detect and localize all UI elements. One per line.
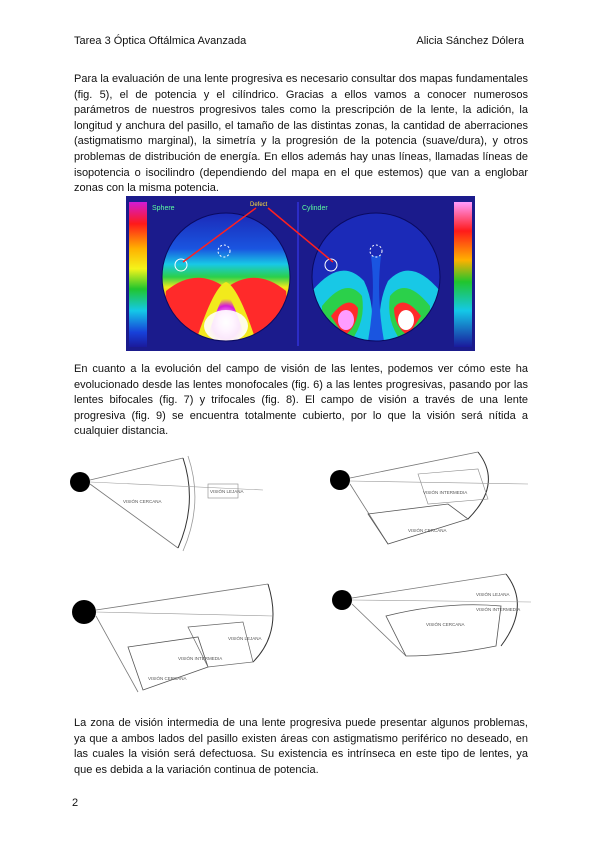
cylinder-map-label: Cylinder bbox=[302, 205, 328, 212]
svg-text:VISIÓN INTERMEDIA: VISIÓN INTERMEDIA bbox=[476, 607, 521, 612]
paragraph-intermediate-zone: La zona de visión intermedia de una lente progresiva puede presentar algunos problemas, ya que a ambos lados del pasillo existen áreas con astigmatismo periférico no deseado, en las cuales la visión será defectuosa. Su existencia es intrínseca en este tipo de lentes, ya que es debida a la variación continua de potencia. bbox=[74, 717, 528, 776]
document-header-title: Tarea 3 Óptica Oftálmica Avanzada bbox=[74, 35, 247, 47]
fig7-bifocal-field-diagram bbox=[328, 444, 533, 554]
power-cylinder-maps-figure bbox=[126, 196, 475, 351]
svg-text:VISIÓN INTERMEDIA: VISIÓN INTERMEDIA bbox=[178, 656, 223, 661]
fig8-trifocal-field-diagram bbox=[68, 572, 278, 700]
eye-icon bbox=[72, 600, 96, 624]
eye-icon bbox=[330, 470, 350, 490]
svg-text:VISIÓN LEJANA: VISIÓN LEJANA bbox=[476, 592, 510, 597]
svg-text:VISIÓN CERCANA: VISIÓN CERCANA bbox=[408, 528, 447, 533]
document-header-author: Alicia Sánchez Dólera bbox=[416, 35, 524, 47]
cylinder-color-scale bbox=[454, 202, 472, 347]
svg-text:VISIÓN LEJANA: VISIÓN LEJANA bbox=[228, 636, 262, 641]
paragraph-field-of-vision: En cuanto a la evolución del campo de visión de las lentes, podemos ver cómo este ha evolucionado desde las lentes monofocales (fig. 6) a las lentes progresivas, pasando por las lentes bifocales (fig. 7) y trifocales (fig. 8). El campo de visión a través de una lente progresiva (fig. 9) se encuentra totalmente cubierto, por lo que la visión será nítida a cualquier distancia. bbox=[74, 363, 528, 438]
svg-text:VISIÓN INTERMEDIA: VISIÓN INTERMEDIA bbox=[423, 490, 468, 495]
sphere-map-label: Sphere bbox=[152, 205, 175, 212]
eye-icon bbox=[70, 472, 90, 492]
svg-text:VISIÓN CERCANA: VISIÓN CERCANA bbox=[426, 622, 465, 627]
svg-text:VISIÓN CERCANA: VISIÓN CERCANA bbox=[148, 676, 187, 681]
eye-icon bbox=[332, 590, 352, 610]
paragraph-progressive-maps: Para la evaluación de una lente progresiva es necesario consultar dos mapas fundamentales (fig. 5), el de potencia y el cilíndrico. Gracias a ellos vamos a conocer numerosos parámetros de nuestros progresivos tales como la prescripción de la lente, la adición, la longitud y anchura del pasillo, el tamaño de las distintas zonas, la cantidad de aberraciones (astigmatismo marginal), la simetría y la progresión de la potencia (suave/dura), y otros problemas de distribución de energía. En ellos además hay unas líneas, llamadas líneas de isopotencia o isocilindro (dependiendo del mapa en el que estemos) que van a englobar zonas con la misma potencia. bbox=[74, 73, 528, 195]
svg-text:VISIÓN CERCANA: VISIÓN CERCANA bbox=[123, 499, 162, 504]
page-number: 2 bbox=[72, 797, 79, 809]
defect-label: Defect bbox=[250, 202, 268, 208]
sphere-color-scale bbox=[129, 202, 147, 347]
svg-text:VISIÓN LEJANA: VISIÓN LEJANA bbox=[210, 489, 244, 494]
fig9-progressive-field-diagram bbox=[326, 566, 536, 684]
cylinder-map bbox=[312, 213, 440, 341]
fig6-monofocal-field-diagram bbox=[68, 448, 268, 556]
